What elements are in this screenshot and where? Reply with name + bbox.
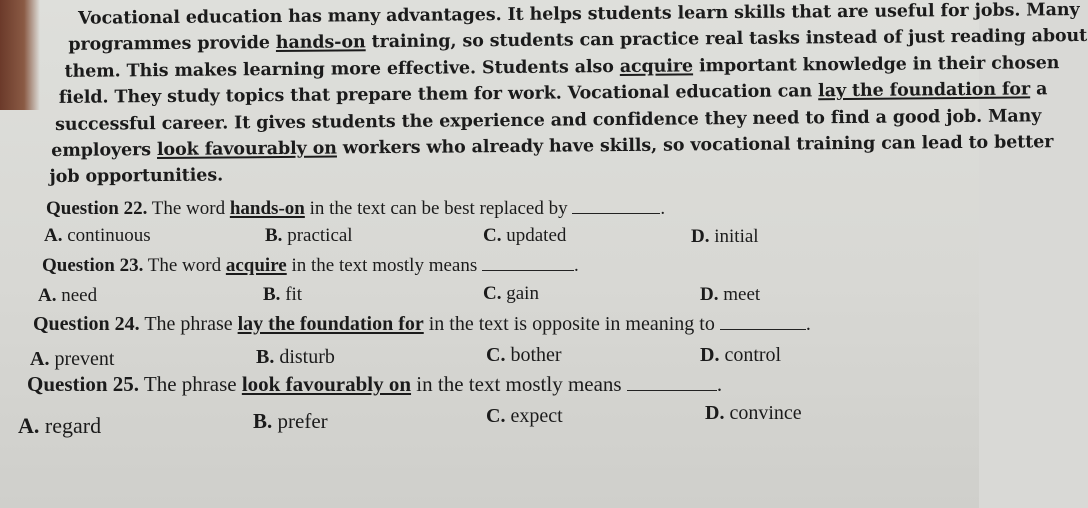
option-letter: B. bbox=[263, 284, 281, 305]
option-b[interactable] bbox=[256, 346, 335, 369]
stem-text: The phrase bbox=[139, 372, 242, 396]
answer-blank bbox=[572, 197, 660, 214]
option-letter: A. bbox=[44, 225, 63, 246]
option-text: bother bbox=[505, 344, 562, 366]
underlined-term: lay the foundation for bbox=[818, 79, 1031, 102]
option-text: fit bbox=[280, 284, 303, 305]
stem-text: . bbox=[805, 313, 811, 335]
option-text: prefer bbox=[272, 409, 328, 433]
option-text: convince bbox=[724, 402, 802, 424]
reading-passage bbox=[48, 0, 1088, 191]
question-stem bbox=[42, 254, 579, 277]
table-edge bbox=[0, 0, 40, 110]
option-letter: B. bbox=[253, 409, 273, 433]
option-letter: C. bbox=[486, 405, 506, 427]
passage-text: Vocational education has many advantages. It helps students learn skills that are useful for jobs. Many bbox=[78, 0, 1080, 29]
underlined-term: hands-on bbox=[275, 32, 366, 54]
option-text: meet bbox=[718, 284, 761, 305]
answer-blank bbox=[627, 374, 717, 391]
stem-text: in the text mostly means bbox=[286, 255, 482, 276]
option-letter: C. bbox=[483, 283, 502, 304]
option-a[interactable] bbox=[30, 348, 114, 371]
option-c[interactable] bbox=[483, 283, 539, 305]
underlined-term: acquire bbox=[619, 56, 694, 77]
stem-text: in the text is opposite in meaning to bbox=[423, 313, 720, 335]
stem-text: The word bbox=[143, 255, 226, 276]
underlined-term: look favourably on bbox=[156, 138, 337, 161]
stem-text: in the text can be best replaced by bbox=[304, 198, 573, 219]
option-text: practical bbox=[282, 225, 353, 246]
underlined-term: lay the foundation for bbox=[237, 313, 424, 335]
option-a[interactable] bbox=[18, 413, 101, 439]
option-d[interactable] bbox=[691, 226, 759, 248]
stem-text: . bbox=[574, 255, 579, 276]
answer-blank bbox=[720, 313, 806, 330]
option-a[interactable] bbox=[44, 225, 151, 247]
passage-text: important knowledge in their chosen bbox=[692, 52, 1060, 77]
option-text: expect bbox=[505, 405, 563, 427]
option-d[interactable] bbox=[700, 344, 781, 367]
option-c[interactable] bbox=[486, 344, 562, 367]
question-number: Question 23. bbox=[42, 255, 144, 276]
stem-text: in the text mostly means bbox=[411, 372, 627, 396]
stem-text: . bbox=[660, 198, 666, 219]
passage-text: workers who already have skills, so vocational training can lead to better bbox=[336, 132, 1054, 159]
option-letter: D. bbox=[691, 226, 710, 247]
option-text: continuous bbox=[62, 225, 151, 246]
option-text: gain bbox=[501, 283, 539, 304]
option-b[interactable] bbox=[265, 225, 353, 247]
option-text: updated bbox=[501, 225, 567, 246]
question-stem bbox=[46, 197, 665, 220]
passage-text: job opportunities. bbox=[49, 165, 224, 188]
underlined-term: hands-on bbox=[229, 198, 305, 219]
option-c[interactable] bbox=[486, 405, 563, 428]
option-letter: B. bbox=[265, 225, 283, 246]
passage-text: field. They study topics that prepare them for work. Vocational education can bbox=[58, 81, 819, 109]
option-letter: B. bbox=[256, 346, 275, 368]
stem-text: The phrase bbox=[139, 313, 238, 335]
answer-blank bbox=[482, 254, 574, 271]
option-text: control bbox=[719, 344, 782, 366]
option-text: disturb bbox=[274, 346, 335, 368]
option-c[interactable] bbox=[483, 225, 566, 247]
option-d[interactable] bbox=[700, 284, 760, 306]
option-letter: A. bbox=[38, 285, 57, 306]
option-b[interactable] bbox=[263, 284, 302, 306]
question-number: Question 22. bbox=[46, 198, 148, 219]
passage-text: training, so students can practice real tasks instead of just reading about bbox=[365, 26, 1088, 53]
passage-text: programmes provide bbox=[68, 33, 276, 56]
passage-text: them. This makes learning more effective. Students also bbox=[64, 56, 620, 82]
option-text: need bbox=[56, 285, 98, 306]
stem-text: . bbox=[716, 372, 723, 396]
question-stem bbox=[27, 372, 722, 397]
passage-text: a bbox=[1029, 79, 1048, 100]
option-letter: D. bbox=[700, 344, 720, 366]
option-letter: C. bbox=[486, 344, 506, 366]
option-text: prevent bbox=[49, 348, 115, 370]
question-number: Question 25. bbox=[27, 372, 140, 396]
underlined-term: look favourably on bbox=[241, 372, 412, 396]
option-b[interactable] bbox=[253, 409, 328, 434]
option-d[interactable] bbox=[705, 402, 802, 425]
option-letter: C. bbox=[483, 225, 502, 246]
passage-text: successful career. It gives students the experience and confidence they need to find a good job. Many bbox=[54, 105, 1042, 135]
option-letter: A. bbox=[30, 348, 50, 370]
question-stem bbox=[33, 313, 811, 336]
option-text: regard bbox=[39, 413, 102, 438]
option-text: initial bbox=[709, 226, 759, 247]
underlined-term: acquire bbox=[225, 255, 287, 276]
option-letter: D. bbox=[700, 284, 719, 305]
passage-text: employers bbox=[51, 140, 158, 162]
option-letter: A. bbox=[18, 413, 40, 438]
question-number: Question 24. bbox=[33, 313, 140, 335]
option-letter: D. bbox=[705, 402, 725, 424]
option-a[interactable] bbox=[38, 285, 97, 307]
stem-text: The word bbox=[147, 198, 230, 219]
